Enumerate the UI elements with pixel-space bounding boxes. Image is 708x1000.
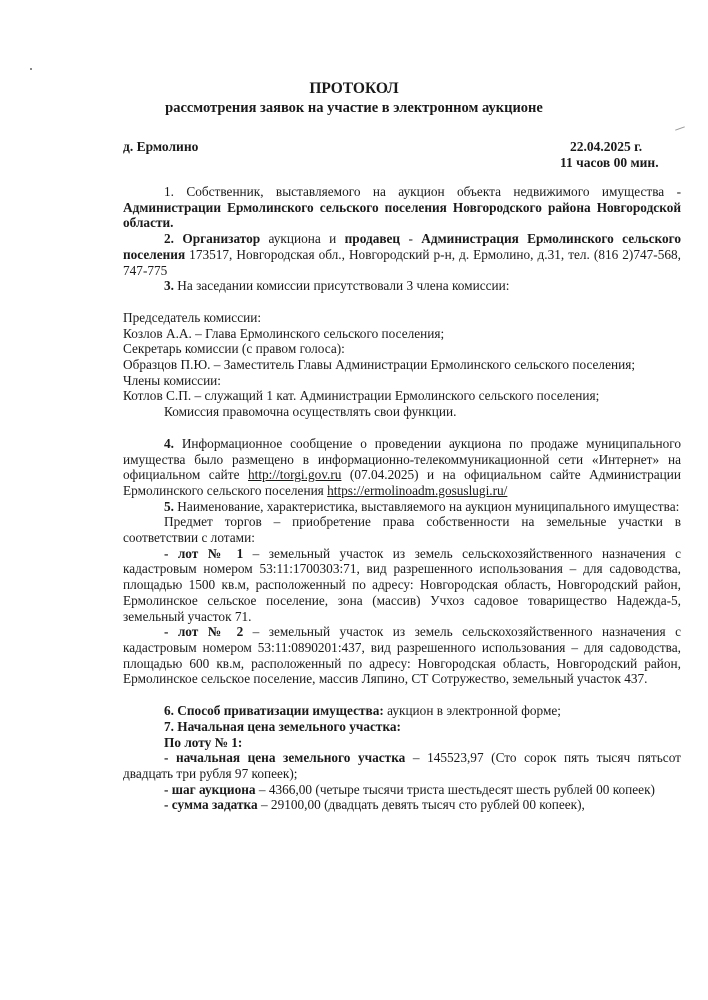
- deposit: [123, 797, 681, 813]
- auction-subject: Предмет торгов – приобретение права собственности на земельные участки в соответствии с лотами:: [123, 514, 681, 546]
- scan-speck: [30, 68, 32, 70]
- section-3-number: 3.: [164, 278, 174, 294]
- commission-member: Котлов С.П. – служащий 1 кат. Администрации Ермолинского сельского поселения;: [123, 388, 600, 404]
- lot-1-price-heading: По лоту № 1:: [164, 734, 243, 750]
- secretary-member: Образцов П.Ю. – Заместитель Главы Администрации Ермолинского сельского поселения;: [123, 357, 636, 373]
- scan-mark: [675, 126, 685, 130]
- quorum-statement: Комиссия правомочна осуществлять свои функции.: [164, 404, 457, 420]
- ermolino-site-link[interactable]: https://ermolinoadm.gosuslugi.ru/: [327, 482, 508, 498]
- section-2-text-2: -: [400, 231, 422, 247]
- spacer: [123, 420, 681, 436]
- section-1-text: . Собственник, выставляемого на аукцион объекта недвижимого имущества -: [170, 184, 681, 199]
- document-subtitle: рассмотрения заявок на участие в электронном аукционе: [165, 100, 543, 116]
- section-2-organizer: Организатор: [182, 231, 261, 247]
- section-2-number: 2.: [164, 231, 174, 247]
- section-2: [123, 231, 681, 278]
- lot-2-label: - лот № 2: [164, 624, 244, 640]
- start-price-label: - начальная цена земельного участка: [164, 750, 406, 766]
- section-6: [123, 703, 681, 719]
- document-place: д. Ермолино: [123, 139, 199, 154]
- section-4: [123, 436, 681, 499]
- secretary-label: Секретарь комиссии (с правом голоса):: [123, 341, 345, 357]
- auction-step-label: - шаг аукциона: [164, 781, 256, 797]
- auction-step-value: – 4366,00 (четыре тысячи триста шестьдесят шесть рублей 00 копеек): [255, 781, 655, 797]
- section-2-text-1: аукциона и: [260, 231, 345, 247]
- lot-2: [123, 624, 681, 687]
- section-4-text-2: (07.04.2025) и на официальном сайте Администрации Ермолинского сельского поселения: [123, 467, 681, 498]
- section-2-seller: продавец: [344, 231, 401, 247]
- section-6-text: аукцион в электронной форме;: [383, 703, 561, 719]
- torgi-link[interactable]: http://torgi.gov.ru: [247, 467, 342, 483]
- section-1-number: 1: [164, 184, 171, 199]
- section-2-administration: Администрация Ермолинского сельского поселения: [123, 231, 681, 262]
- lot-1-label: - лот № 1: [164, 545, 244, 561]
- auction-step: [123, 782, 681, 798]
- start-price: [123, 750, 681, 781]
- document-date: 22.04.2025 г.: [570, 139, 643, 154]
- section-5: [123, 499, 681, 515]
- section-3-text: На заседании комиссии присутствовали 3 члена комиссии:: [173, 278, 510, 294]
- chair-label: Председатель комиссии:: [123, 309, 262, 325]
- section-5-text: Наименование, характеристика, выставляемого на аукцион муниципального имущества:: [173, 498, 680, 514]
- chair-member: Козлов А.А. – Глава Ермолинского сельского поселения;: [123, 325, 445, 341]
- section-7-heading: 7. Начальная цена земельного участка:: [164, 718, 401, 734]
- deposit-value: – 29100,00 (двадцать девять тысяч сто рублей 00 копеек),: [257, 797, 585, 813]
- section-4-text-1: Информационное сообщение о проведении аукциона по продаже муниципального имущества было размещено в информационно-телекоммуникационной сети «Интернет» на официальном сайте: [123, 435, 681, 483]
- start-price-value: – 145523,97 (Сто сорок пять тысяч пятьсот двадцать три рубля 97 копеек);: [123, 750, 681, 781]
- spacer: [123, 687, 681, 703]
- section-6-label: 6. Способ приватизации имущества:: [164, 703, 384, 719]
- section-1-owner: Администрации Ермолинского сельского поселения Новгородского района Новгородской области.: [123, 199, 681, 231]
- deposit-label: - сумма задатка: [164, 797, 258, 813]
- lot-2-description: – земельный участок из земель сельскохозяйственного назначения с кадастровым номером 53:11:0890201:437, вид разрешенного использования – для садоводства, площадью 600 кв.м, расположенный по адресу: Новгородская область, Новгородский район, Ермолинское сельское поселение, массив Ляпино, СТ Сотружество, земельный участок 437.: [123, 624, 681, 687]
- document-title: ПРОТОКОЛ: [309, 80, 399, 97]
- section-5-number: 5.: [164, 498, 174, 514]
- lot-1: [123, 546, 681, 625]
- section-4-number: 4.: [164, 435, 174, 451]
- document-time: 11 часов 00 мин.: [560, 155, 659, 170]
- lot-1-description: – земельный участок из земель сельскохозяйственного назначения с кадастровым номером 53:11:1700303:71, вид разрешенного использования – для садоводства, площадью 1500 кв.м, расположенный по адресу: Новгородская область, Новгородский район, Ермолинское сельское поселение, зона (массив) Учхоз садовое товарищество Надежда-5, земельный участок 71.: [123, 545, 681, 624]
- section-3: [123, 278, 681, 294]
- section-2-address: 173517, Новгородская обл., Новгородский р-н, д. Ермолино, д.31, тел. (816 2)747-568, 747-775: [123, 246, 681, 278]
- section-1: [123, 184, 681, 231]
- spacer: [123, 294, 681, 310]
- members-label: Члены комиссии:: [123, 372, 221, 388]
- document-body: [123, 184, 681, 813]
